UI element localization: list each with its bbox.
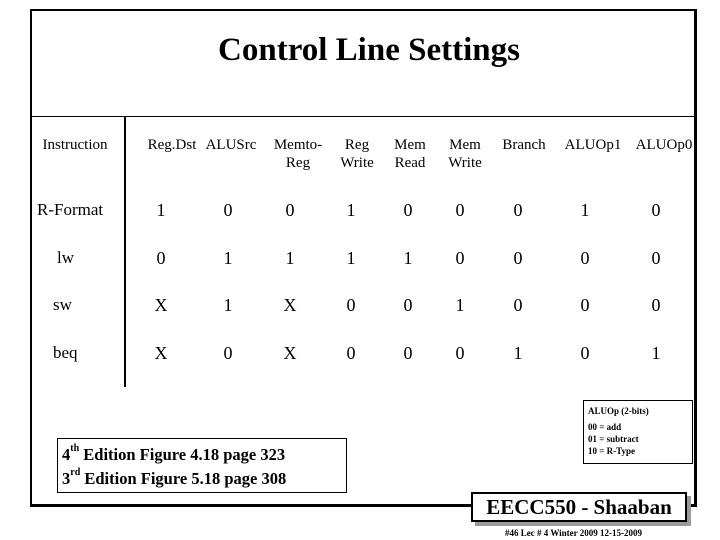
table-cell: 1	[513, 343, 523, 363]
column-header-line2: Write	[340, 155, 374, 171]
table-cell: 0	[651, 295, 661, 315]
edition-line-3rd: 3rd Edition Figure 5.18 page 308	[62, 467, 287, 488]
table-cell: 0	[403, 295, 413, 315]
table-cell: 0	[346, 343, 356, 363]
table-cell: 0	[455, 248, 465, 268]
table-cell: 0	[403, 200, 413, 220]
column-header	[35, 136, 115, 154]
table-cell: X	[283, 343, 297, 363]
table-cell: 1	[223, 248, 233, 268]
column-header-line1: Mem	[449, 137, 481, 153]
column-header-line1: Mem	[394, 137, 426, 153]
column-header-line1: Reg.Dst	[147, 137, 197, 153]
header-divider	[30, 116, 697, 117]
table-cell: 0	[651, 200, 661, 220]
column-header	[484, 136, 564, 154]
column-header-line1: ALUOp0	[635, 137, 693, 153]
table-cell: 0	[285, 200, 295, 220]
aluop-title: ALUOp (2-bits)	[588, 406, 649, 416]
table-cell: 0	[513, 248, 523, 268]
aluop-line: 10 = R-Type	[588, 446, 635, 456]
table-cell: 1	[651, 343, 661, 363]
slide-footer: #46 Lec # 4 Winter 2009 12-15-2009	[505, 528, 642, 538]
table-cell: 0	[651, 248, 661, 268]
edition-note	[57, 438, 347, 493]
row-label: R-Format	[37, 200, 104, 219]
column-header	[624, 136, 704, 154]
table-cell: 0	[580, 248, 590, 268]
table-cell: 1	[455, 295, 465, 315]
table-cell: 1	[346, 248, 356, 268]
aluop-line: 00 = add	[588, 422, 622, 432]
table-cell: 0	[403, 343, 413, 363]
table-cell: 0	[455, 200, 465, 220]
column-header-line2: Reg	[285, 155, 311, 171]
table-cell: 1	[403, 248, 413, 268]
aluop-line: 01 = subtract	[588, 434, 639, 444]
column-header-line1: ALUSrc	[205, 137, 257, 153]
table-cell: 0	[513, 200, 523, 220]
table-cell: 0	[223, 343, 233, 363]
table-cell: 1	[156, 200, 166, 220]
table-cell: 0	[156, 248, 166, 268]
column-header-line2: Write	[448, 155, 482, 171]
row-label: beq	[53, 343, 78, 362]
column-header-line1: Reg	[344, 137, 370, 153]
table-cell: 0	[513, 295, 523, 315]
column-header	[553, 136, 633, 154]
table-cell: 1	[223, 295, 233, 315]
table-cell: X	[283, 295, 297, 315]
table-cell: X	[154, 295, 168, 315]
table-cell: X	[154, 343, 168, 363]
table-cell: 0	[223, 200, 233, 220]
course-brand: EECC550 - Shaaban	[471, 492, 687, 522]
table-cell: 0	[580, 343, 590, 363]
table-cell: 1	[285, 248, 295, 268]
table-cell: 0	[455, 343, 465, 363]
column-divider	[124, 116, 126, 387]
table-cell: 0	[346, 295, 356, 315]
column-header-line1: Branch	[502, 137, 546, 153]
row-label: lw	[57, 248, 74, 267]
column-header-line2: Read	[394, 155, 426, 171]
column-header-line1: ALUOp1	[564, 137, 622, 153]
aluop-note	[583, 400, 693, 464]
column-header-line1: Memto-	[273, 137, 323, 153]
edition-line-4th: 4th Edition Figure 4.18 page 323	[62, 443, 286, 464]
row-label: sw	[53, 295, 72, 314]
slide-title: Control Line Settings	[218, 32, 520, 68]
table-cell: 1	[580, 200, 590, 220]
column-header-line1: Instruction	[42, 137, 108, 153]
table-cell: 1	[346, 200, 356, 220]
table-cell: 0	[580, 295, 590, 315]
